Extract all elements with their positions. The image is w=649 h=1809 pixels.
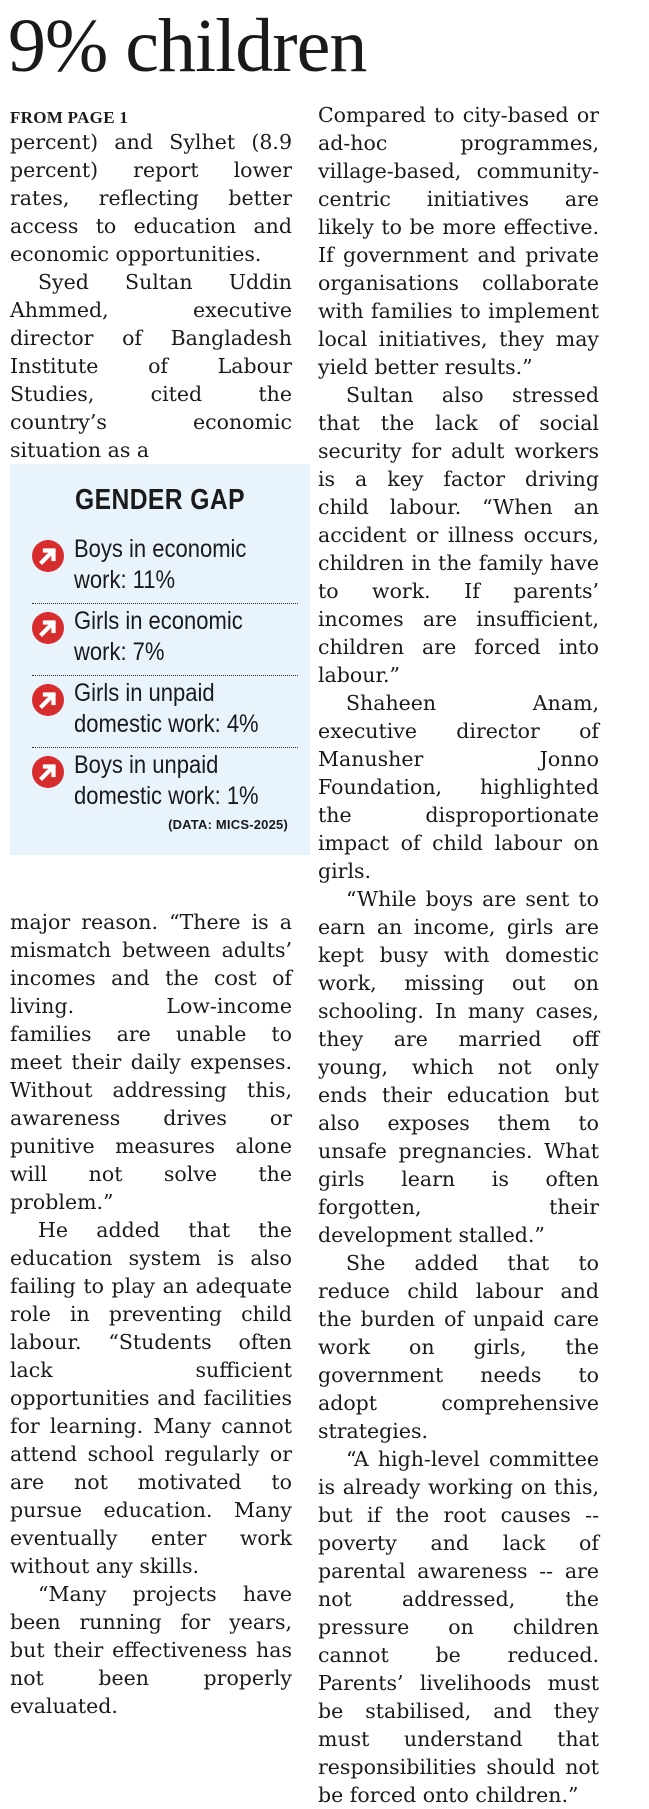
gender-gap-list bbox=[32, 532, 298, 820]
gender-gap-title: GENDER GAP bbox=[75, 484, 245, 516]
body-paragraph: Shaheen Anam, executive director of Manusher Jonno Foundation, highlighted the disproportionate impact of child labour on girls. bbox=[318, 691, 599, 883]
gender-gap-item bbox=[32, 676, 298, 748]
arrow-up-right-icon bbox=[32, 756, 64, 788]
headline: 9% children bbox=[8, 4, 367, 88]
body-paragraph: percent) and Sylhet (8.9 percent) report lower rates, reflecting better access to education and economic opportunities. bbox=[10, 130, 292, 266]
gender-gap-item-text: Boys in economic work: 11% bbox=[74, 535, 247, 594]
gender-gap-item bbox=[32, 748, 298, 820]
gender-gap-item bbox=[32, 532, 298, 604]
left-column-bottom bbox=[10, 908, 292, 1720]
body-paragraph: She added that to reduce child labour and the burden of unpaid care work on girls, the government needs to adopt comprehensive strategies. bbox=[318, 1251, 599, 1443]
body-paragraph: “Many projects have been running for years, but their effectiveness has not been properly evaluated. bbox=[10, 1582, 292, 1718]
gender-gap-item-text: Girls in economic work: 7% bbox=[74, 607, 243, 666]
right-column bbox=[318, 101, 599, 1809]
body-paragraph: Compared to city-based or ad-hoc programmes, village-based, community-centric initiatives are likely to be more effective. If government and private organisations collaborate with families to implement local initiatives, they may yield better results.” bbox=[318, 103, 599, 379]
arrow-up-right-icon bbox=[32, 684, 64, 716]
gender-gap-item bbox=[32, 604, 298, 676]
body-paragraph: He added that the education system is also failing to play an adequate role in preventing child labour. “Students often lack sufficient opportunities and facilities for learning. Many cannot attend school regularly or are not motivated to pursue education. Many eventually enter work without any skills. bbox=[10, 1218, 292, 1578]
arrow-up-right-icon bbox=[32, 612, 64, 644]
data-source-note: (DATA: MICS-2025) bbox=[168, 817, 288, 832]
body-paragraph: “A high-level committee is already working on this, but if the root causes -- poverty and lack of parental awareness -- are not addressed, the pressure on children cannot be reduced. Parents’ livelihoods must be stabilised, and they must understand that responsibilities should not be forced onto children.” bbox=[318, 1447, 599, 1807]
body-paragraph: major reason. “There is a mismatch between adults’ incomes and the cost of living. Low-income families are unable to meet their daily expenses. Without addressing this, awareness drives or punitive measures alone will not solve the problem.” bbox=[10, 910, 292, 1214]
body-paragraph: Sultan also stressed that the lack of social security for adult workers is a key factor driving child labour. “When an accident or illness occurs, children in the family have to work. If parents’ incomes are insufficient, children are forced into labour.” bbox=[318, 383, 599, 687]
body-paragraph: Syed Sultan Uddin Ahmmed, executive director of Bangladesh Institute of Labour Studies, cited the country’s economic situation as a bbox=[10, 270, 292, 462]
gender-gap-item-text: Boys in unpaid domestic work: 1% bbox=[74, 751, 259, 810]
gender-gap-item-text: Girls in unpaid domestic work: 4% bbox=[74, 679, 259, 738]
gender-gap-box bbox=[10, 464, 310, 855]
body-paragraph: “While boys are sent to earn an income, girls are kept busy with domestic work, missing out on schooling. In many cases, they are married off young, which not only ends their education but also exposes them to unsafe pregnancies. What girls learn is often forgotten, their development stalled.” bbox=[318, 887, 599, 1247]
arrow-up-right-icon bbox=[32, 540, 64, 572]
left-column-top bbox=[10, 108, 292, 464]
kicker-from-page-1: FROM PAGE 1 bbox=[10, 108, 129, 127]
